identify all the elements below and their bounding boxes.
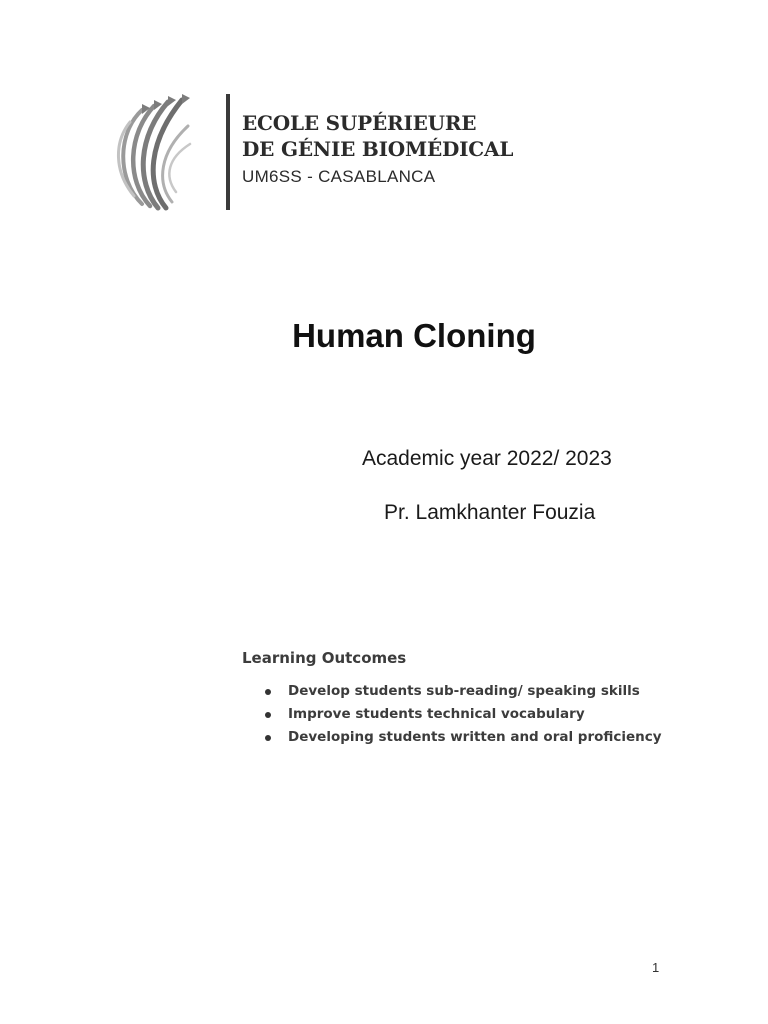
school-name-line-2: DE GÉNIE BIOMÉDICAL bbox=[242, 137, 514, 161]
document-title: Human Cloning bbox=[292, 317, 536, 354]
professor-name: Pr. Lamkhanter Fouzia bbox=[384, 501, 596, 524]
bullet-icon bbox=[265, 735, 271, 741]
outcome-text: Develop students sub-reading/ speaking skills bbox=[288, 683, 640, 699]
school-name-block bbox=[242, 110, 542, 189]
school-location: UM6SS - CASABLANCA bbox=[242, 167, 436, 186]
school-name-line-1: ECOLE SUPÉRIEURE bbox=[242, 111, 477, 135]
list-item bbox=[262, 726, 662, 749]
list-item bbox=[262, 703, 662, 726]
learning-outcomes-list bbox=[262, 680, 662, 749]
outcome-text: Improve students technical vocabulary bbox=[288, 706, 585, 722]
outcome-text: Developing students written and oral proficiency bbox=[288, 729, 662, 745]
bullet-icon bbox=[265, 712, 271, 718]
academic-year: Academic year 2022/ 2023 bbox=[362, 447, 612, 470]
logo-divider bbox=[226, 94, 230, 210]
page-number: 1 bbox=[652, 960, 660, 975]
learning-outcomes-heading: Learning Outcomes bbox=[242, 649, 407, 667]
list-item bbox=[262, 680, 662, 703]
school-logo-icon bbox=[112, 92, 194, 212]
bullet-icon bbox=[265, 689, 271, 695]
